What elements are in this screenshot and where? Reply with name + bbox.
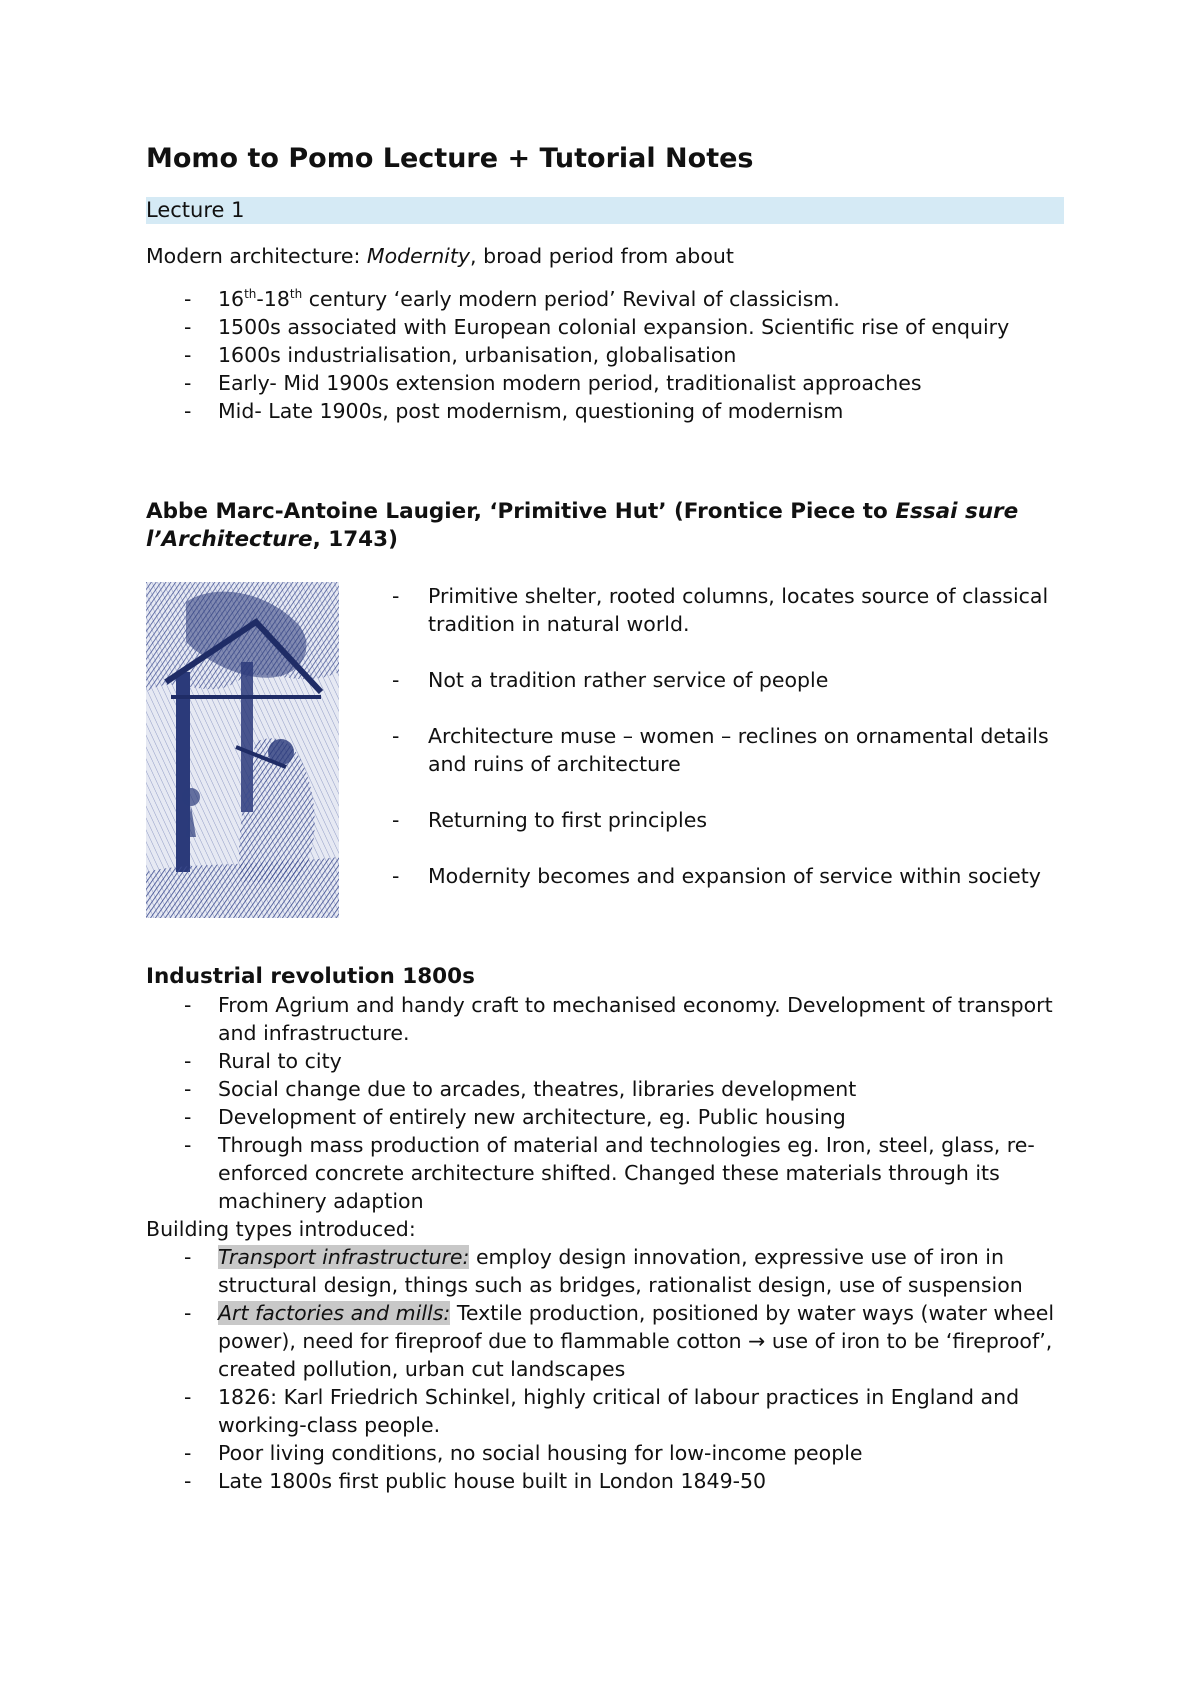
document-title: Momo to Pomo Lecture + Tutorial Notes [146,143,754,174]
list-item: - 1826: Karl Friedrich Schinkel, highly critical of labour practices in England and working-class people. [184,1385,1020,1437]
list-item: - Transport infrastructure: employ design innovation, expressive use of iron in structural design, things such as bridges, rationalist design, use of suspension [184,1245,1023,1297]
highlight-factories: Art factories and mills: [218,1301,451,1325]
list-item: - Architecture muse – women – reclines on ornamental details and ruins of architecture [392,724,1049,776]
intro-paragraph: Modern architecture: Modernity, broad period from about [146,244,734,268]
list-item: - Late 1800s first public house built in London 1849-50 [184,1469,767,1493]
arrow-icon: → [748,1329,766,1353]
list-item: - Not a tradition rather service of people [392,668,829,692]
list-item: - 16th-18th century ‘early modern period’ Revival of classicism. [184,287,840,311]
laugier-list [392,582,1072,918]
building-types-list [146,1243,1064,1495]
industrial-list [146,991,1064,1215]
list-item: - Poor living conditions, no social housing for low-income people [184,1441,863,1465]
building-types-label: Building types introduced: [146,1217,416,1241]
primitive-hut-engraving [146,582,339,918]
laugier-heading: Abbe Marc-Antoine Laugier, ‘Primitive Hut’ (Frontice Piece to Essai sure l’Architecture, 1743) [146,499,1019,552]
list-item: - From Agrium and handy craft to mechanised economy. Development of transport and infrastructure. [184,993,1053,1045]
list-item: - Modernity becomes and expansion of service within society [392,864,1041,888]
list-item: - Development of entirely new architecture, eg. Public housing [184,1105,846,1129]
list-item: - Art factories and mills: Textile production, positioned by water ways (water wheel power), need for fireproof due to flammable cotton → use of iron to be ‘fireproof’, created pollution, urban cut landscapes [184,1301,1055,1381]
section-heading-lecture-1: Lecture 1 [146,198,245,222]
list-item: - Returning to first principles [392,808,708,832]
list-item: - Early- Mid 1900s extension modern period, traditionalist approaches [184,371,922,395]
highlight-transport: Transport infrastructure: [218,1245,470,1269]
industrial-heading: Industrial revolution 1800s [146,964,475,989]
intro-list [146,285,1046,425]
list-item: - 1600s industrialisation, urbanisation, globalisation [184,343,737,367]
section-heading-bar [146,197,1064,224]
list-item: - Through mass production of material and technologies eg. Iron, steel, glass, re-enforced concrete architecture shifted. Changed these materials through its machinery adaption [184,1133,1035,1213]
list-item: - Primitive shelter, rooted columns, locates source of classical tradition in natural world. [392,584,1049,636]
list-item: - Rural to city [184,1049,342,1073]
list-item: - 1500s associated with European colonial expansion. Scientific rise of enquiry [184,315,1010,339]
list-item: - Social change due to arcades, theatres, libraries development [184,1077,857,1101]
list-item: - Mid- Late 1900s, post modernism, questioning of modernism [184,399,844,423]
